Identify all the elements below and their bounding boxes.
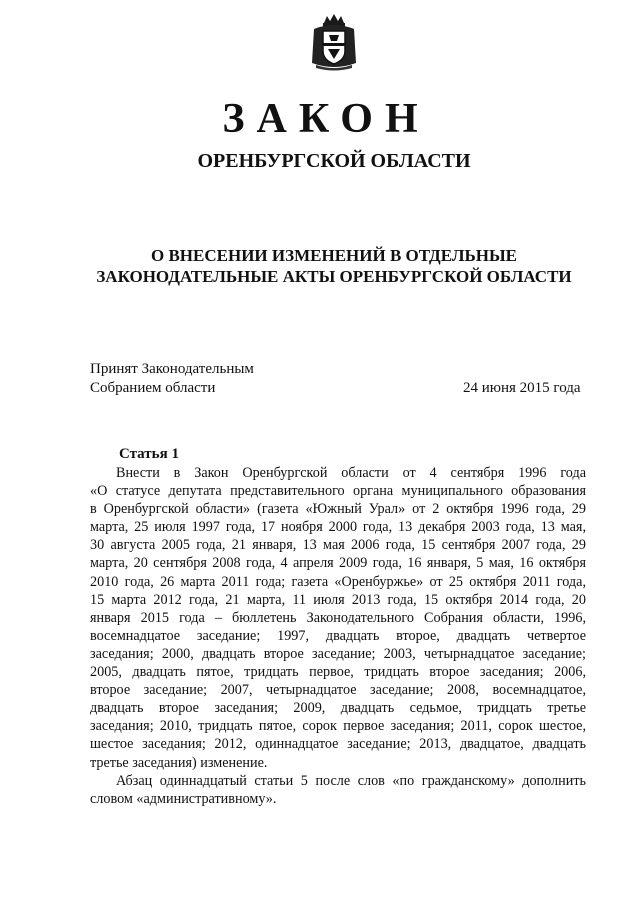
- paragraph-line: марта, 20 сентября 2008 года, 4 апреля 2009 года, 16 января, 5 мая, 16 октября: [90, 555, 586, 572]
- paragraph-line: второе заседание; 2007, четырнадцатое заседание; 2008, восемнадцатое,: [90, 682, 586, 699]
- adoption-note-line-1: Принят Законодательным: [90, 361, 254, 377]
- law-heading-line-2: ЗАКОНОДАТЕЛЬНЫЕ АКТЫ ОРЕНБУРГСКОЙ ОБЛАСТИ: [96, 267, 572, 286]
- law-heading: [0, 245, 640, 287]
- paragraph-line: 2005, двадцать пятое, тридцать первое, тридцать второе заседания; 2006,: [90, 664, 586, 681]
- paragraph-line: восемнадцатое заседание; 1997, двадцать второе, двадцать четвертое: [90, 627, 586, 644]
- adoption-note-line-2: Собранием области: [90, 380, 216, 396]
- paragraph-line: заседания; 2010, тридцать пятое, сорок первое заседания; 2011, сорок шестое,: [90, 718, 586, 735]
- paragraph-line: заседания; 2000, двадцать второе заседание; 2003, четырнадцатое заседание;: [90, 645, 586, 662]
- adoption-date: 24 июня 2015 года: [463, 380, 581, 396]
- paragraph-line: в Оренбургской области» (газета «Южный Урал» от 2 октября 1996 года, 29: [90, 501, 586, 518]
- paragraph-line: 30 августа 2005 года, 21 января, 13 мая 2006 года, 15 сентября 2007 года, 29: [90, 537, 586, 554]
- paragraph-line: марта, 25 июля 1997 года, 17 ноября 2000 года, 13 декабря 2003 года, 13 мая,: [90, 519, 586, 536]
- article-title: Статья 1: [119, 446, 179, 462]
- document-subtitle: ОРЕНБУРГСКОЙ ОБЛАСТИ: [197, 150, 471, 172]
- paragraph-line: словом «административному».: [90, 790, 277, 807]
- paragraph-line: 15 марта 2012 года, 21 марта, 11 июля 2013 года, 15 октября 2014 года, 20: [90, 591, 586, 608]
- paragraph-line: «О статусе депутата представительного органа муниципального образования: [90, 483, 586, 500]
- law-heading-line-1: О ВНЕСЕНИИ ИЗМЕНЕНИЙ В ОТДЕЛЬНЫЕ: [150, 246, 518, 265]
- document-title: ЗАКОН: [222, 96, 430, 142]
- paragraph-line: января 2015 года – бюллетень Законодательного Собрания области, 1996,: [90, 609, 586, 626]
- adoption-note: [90, 360, 254, 398]
- article-body: [90, 464, 586, 808]
- paragraph-line: 2010 года, 26 марта 2011 года; газета «Оренбуржье» от 25 октября 2011 года,: [90, 573, 586, 590]
- paragraph-line: Абзац одиннадцатый статьи 5 после слов «по гражданскому» дополнить: [116, 772, 586, 789]
- coat-of-arms-icon: [310, 13, 358, 71]
- paragraph-line: шестое заседания; 2012, одиннадцатое заседание; 2013, двадцатое, двадцать: [90, 736, 586, 753]
- paragraph-line: двадцать второе заседания; 2009, двадцать седьмое, тридцать третье: [90, 700, 586, 717]
- paragraph-line: Внести в Закон Оренбургской области от 4 сентября 1996 года: [116, 465, 586, 481]
- paragraph-line: третье заседания) изменение.: [90, 754, 268, 771]
